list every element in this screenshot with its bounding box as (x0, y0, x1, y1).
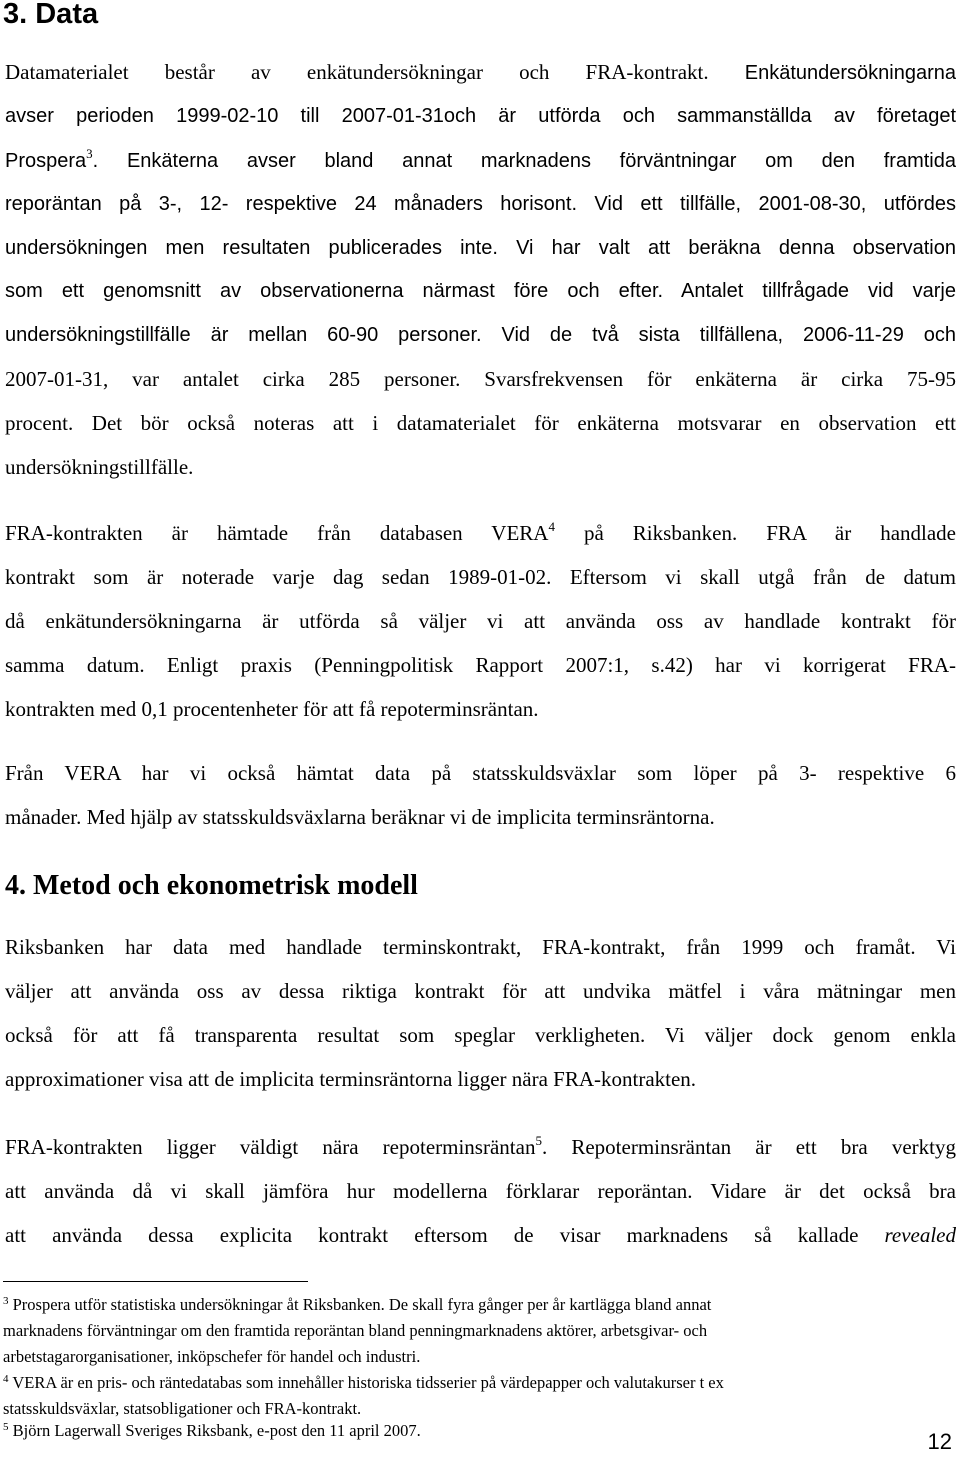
footnote-ref-4: 4 (548, 519, 555, 534)
text-line: kontrakten med 0,1 procentenheter för att få repoterminsräntan. (5, 696, 539, 721)
footnote-line: $^5$ Björn Lagerwall Sveriges Riksbank, e-post den 11 april 2007. (3, 1421, 421, 1440)
text-line: att använda då vi skall jämföra hur modellerna förklarar reporäntan. Vidare är det också bra (5, 1178, 956, 1203)
section-4-paragraph-1 (5, 926, 956, 1102)
text-line: kontrakt som är noterade varje dag sedan 1989-01-02. Eftersom vi skall utgå från de datum (5, 564, 956, 589)
section-3-heading: 3. Data (3, 0, 99, 30)
text-line: Från VERA har vi också hämtat data på statsskuldsväxlar som löper på 3- respektive 6 (5, 761, 956, 785)
text-line: då enkätundersökningarna är utförda så väljer vi att använda oss av handlade kontrakt för (5, 608, 956, 633)
text-line: reporäntan på 3-, 12- respektive 24 månaders horisont. Vid ett tillfälle, 2001-08-30, utfördes (5, 192, 956, 215)
text-line: procent. Det bör också noteras att i datamaterialet för enkäterna motsvarar en observation ett (5, 411, 956, 436)
text-line: FRA-kontrakten är hämtade från databasen VERA$^4$ på Riksbanken. FRA är handlade (5, 519, 957, 545)
text-line: Datamaterialet består av enkätundersökningar och FRA-kontrakt. Enkätundersökningarna (5, 60, 956, 84)
footnote-line: marknadens förväntningar om den framtida reporäntan bland penningmarknadens aktörer, arbetsgivar- och (3, 1321, 708, 1340)
text-line: FRA-kontrakten ligger väldigt nära repoterminsräntan$^5$. Repoterminsräntan är ett bra verktyg (5, 1133, 956, 1159)
text-line: månader. Med hjälp av statsskuldsväxlarna beräknar vi de implicita terminsräntorna. (5, 804, 715, 829)
text-line: samma datum. Enligt praxis (Penningpolitisk Rapport 2007:1, s.42) har vi korrigerat FRA- (5, 652, 956, 677)
text-line: undersökningen men resultaten publicerades inte. Vi har valt att beräkna denna observation (5, 236, 956, 259)
footnote-ref-3: 3 (86, 145, 93, 161)
section-3-paragraph-1 (5, 51, 956, 490)
text-line: 2007-01-31, var antalet cirka 285 personer. Svarsfrekvensen för enkäterna är cirka 75-95 (5, 367, 956, 392)
section-3-paragraph-2 (5, 512, 956, 731)
footnote-line: arbetstagarorganisationer, inköpschefer för handel och industri. (3, 1347, 421, 1366)
footnote-line: $^4$ VERA är en pris- och räntedatabas som innehåller historiska tidsserier på värdepapper och valutakurser t ex (3, 1373, 724, 1392)
text-line: som ett genomsnitt av observationerna närmast före och efter. Antalet tillfrågade vid varje (5, 280, 956, 303)
text-line: approximationer visa att de implicita terminsräntorna ligger nära FRA-kontrakten. (5, 1066, 697, 1091)
text-line: att använda dessa explicita kontrakt eftersom de visar marknadens så kallade revealed (5, 1222, 956, 1247)
text-line: undersökningstillfälle är mellan 60-90 personer. Vid de två sista tillfällena, 2006-11-29 och (5, 324, 956, 347)
section-3-paragraph-3 (5, 752, 956, 840)
footnote-3 (3, 1292, 958, 1370)
text-line: undersökningstillfälle. (5, 455, 194, 480)
footnote-ref-5: 5 (535, 1133, 542, 1148)
text-line: Riksbanken har data med handlade terminskontrakt, FRA-kontrakt, från 1999 och framåt. Vi (5, 935, 956, 959)
footnote-line: $^3$ Prospera utför statistiska undersökningar åt Riksbanken. De skall fyra gånger per år kartlägga bland annat (3, 1295, 712, 1314)
text-line: avser perioden 1999-02-10 till 2007-01-31och är utförda och sammanställda av företaget (5, 104, 956, 127)
footnote-4 (3, 1370, 958, 1422)
section-4-paragraph-2 (5, 1126, 956, 1258)
section-4-heading: 4. Metod och ekonometrisk modell (5, 870, 418, 901)
text-line: väljer att använda oss av dessa riktiga kontrakt för att undvika mätfel i våra mätningar men (5, 978, 956, 1003)
footnote-5 (3, 1418, 958, 1444)
page-number: 12 (927, 1429, 952, 1454)
footnote-line: statsskuldsväxlar, statsobligationer och FRA-kontrakt. (3, 1399, 362, 1418)
footnote-divider (3, 1281, 308, 1282)
text-line: också för att få transparenta resultat som speglar verkligheten. Vi väljer dock genom enkla (5, 1022, 956, 1047)
text-line: Prospera$^3$. Enkäterna avser bland annat marknadens förväntningar om den framtida (5, 145, 956, 172)
